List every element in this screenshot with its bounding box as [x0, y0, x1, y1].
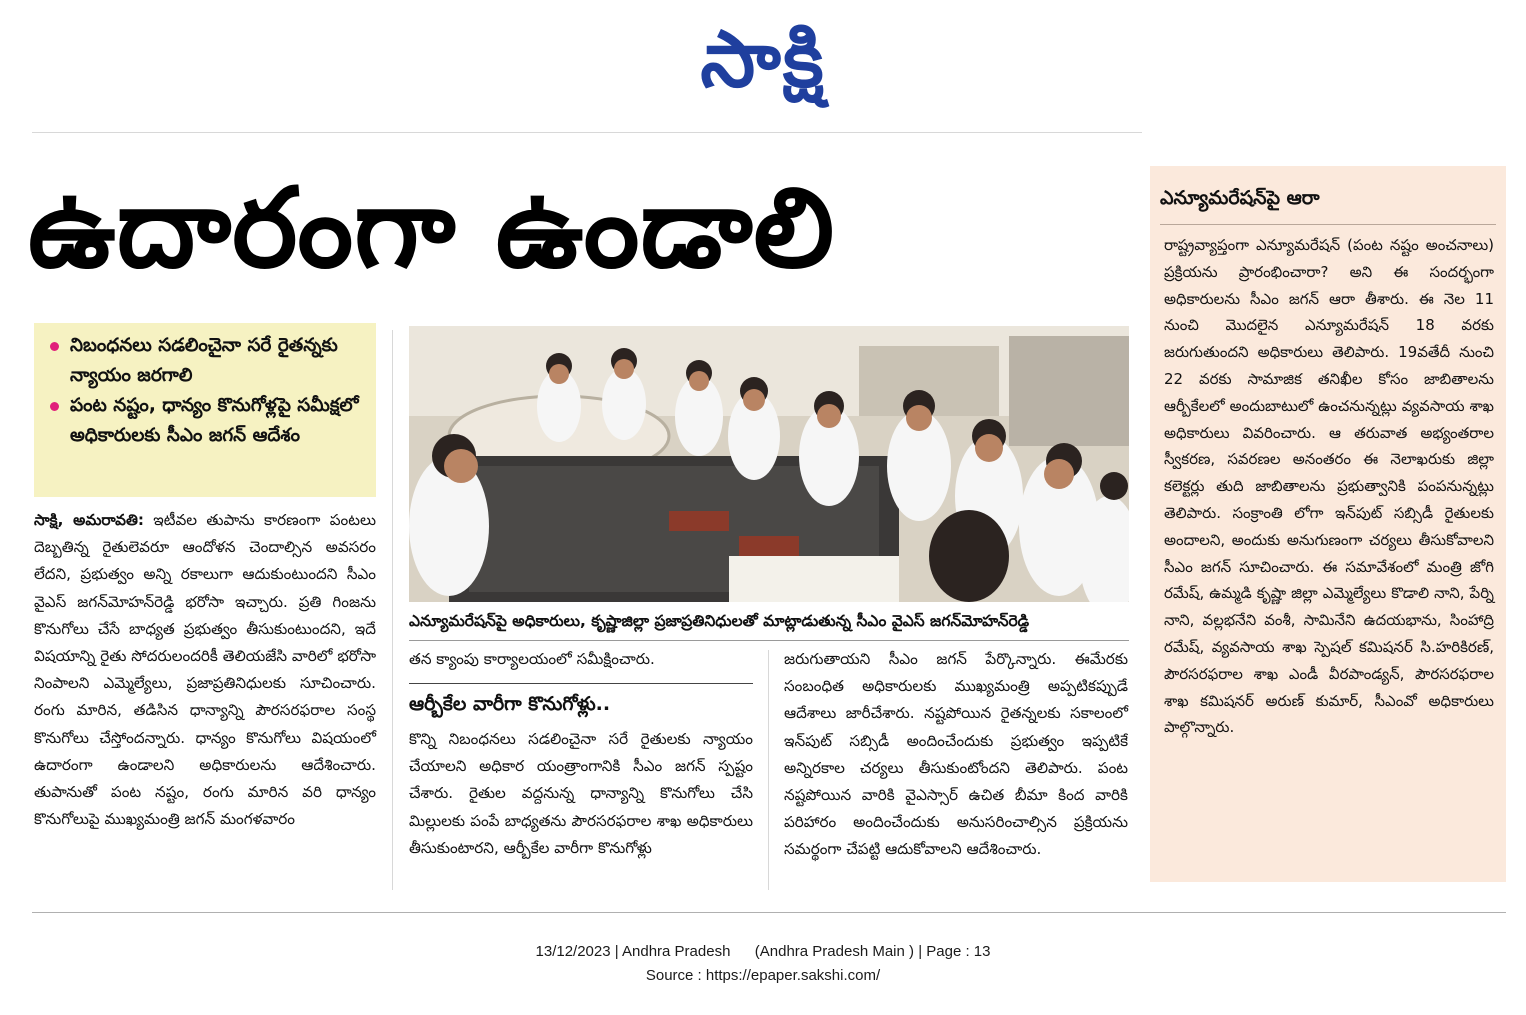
bottom-rule	[32, 912, 1506, 913]
bullet-icon	[50, 402, 59, 411]
meeting-photo	[409, 326, 1129, 602]
bullet-icon	[50, 342, 59, 351]
footer-edition: (Andhra Pradesh Main )	[754, 943, 915, 960]
footer-source: Source : https://epaper.sakshi.com/	[645, 967, 881, 984]
subheading: ఆర్బీకేల వారీగా కొనుగోళ్లు..	[409, 683, 753, 724]
column-divider	[768, 650, 769, 890]
footer-separator: |	[614, 943, 623, 960]
article-text-col2-top: తన క్యాంపు కార్యాలయంలో సమీక్షించారు.	[409, 650, 655, 668]
dateline: సాక్షి, అమరావతి:	[34, 511, 144, 529]
sidebar-text: రాష్ట్రవ్యాప్తంగా ఎన్యూమరేషన్‌ (పంట నష్టం అంచనాలు) ప్రక్రియను ప్రారంభించారా? అని ఈ సందర్భంగా అధికారులను సీఎం జగన్‌ ఆరా తీశారు. ఈ నెల 11 నుంచి మొదలైన ఎన్యూమరేషన్‌ 18 వరకు జరుగుతుందని అధికారులు తెలిపారు. 19వతేదీ నుంచి 22 వరకు సామాజిక తనిఖీల కోసం జాబితాలను ఆర్బీకేలలో అందుబాటులో ఉంచనున్నట్లు వ్యవసాయ శాఖ అధికారులు వివరించారు. ఆ తరువాత అభ్యంతరాల స్వీకరణ, సవరణల అనంతరం ఈ నెలాఖరుకు జిల్లా కలెక్టర్లు తుది జాబితాలను ప్రభుత్వానికి పంపనున్నట్లు తెలిపారు. సంక్రాంతి లోగా ఇన్‌పుట్‌ సబ్సిడీ రైతులకు అందాలని, అందుకు అనుగుణంగా చర్యలు తీసుకోవాలని సీఎం జగన్‌ సూచించారు. ఈ సమావేశంలో మంత్రి జోగి రమేష్‌, ఉమ్మడి కృష్ణా జిల్లా ఎమ్మెల్యేలు కొడాలి నాని, పేర్ని నాని, వల్లభనేని వంశీ, సామినేని ఉదయభాను, సింహాద్రి రమేష్‌, వ్యవసాయ శాఖ స్పెషల్‌ కమిషనర్‌ సి.హరికిరణ్‌, పౌరసరఫరాల శాఖ ఎండీ వీరపాండ్యన్‌, పౌరసరఫరాల శాఖ కమిషనర్‌ అరుణ్‌ కుమార్‌, సీఎంవో అధికారులు పాల్గొన్నారు.	[1164, 236, 1494, 737]
sidebar-box	[1150, 166, 1506, 882]
highlight-text: పంట నష్టం, ధాన్యం కొనుగోళ్లపై సమీక్షలో అధికారులకు సీఎం జగన్‌ ఆదేశం	[70, 395, 359, 446]
sidebar-rule	[1160, 224, 1496, 225]
caption-rule	[409, 640, 1129, 641]
headline: ఉదారంగా ఉండాలి	[28, 164, 836, 292]
meeting-photo-illustration	[409, 326, 1129, 602]
photo-caption: ఎన్యూమరేషన్‌పై అధికారులు, కృష్ణాజిల్లా ప్రజాప్రతినిధులతో మాట్లాడుతున్న సీఎం వైఎస్‌ జగన్‌మోహన్‌రెడ్డి	[409, 612, 1030, 630]
footer	[0, 940, 1526, 988]
highlight-item	[48, 391, 366, 451]
sakshi-logo: సాక్షి	[700, 15, 826, 105]
highlight-text: నిబంధనలు సడలించైనా సరే రైతన్నకు న్యాయం జరగాలి	[70, 335, 338, 386]
sidebar-title: ఎన్యూమరేషన్‌పై ఆరా	[1160, 187, 1320, 209]
footer-date: 13/12/2023	[535, 943, 611, 960]
highlights-box	[34, 323, 376, 497]
highlight-item	[48, 331, 366, 391]
footer-page: Page : 13	[926, 943, 991, 960]
footer-state: Andhra Pradesh	[622, 943, 731, 960]
footer-line-1	[0, 940, 1526, 964]
article-column-2-top	[409, 646, 753, 673]
article-text-col3: జరుగుతాయని సీఎం జగన్‌ పేర్కొన్నారు. ఈమేరకు సంబంధిత అధికారులకు ముఖ్యమంత్రి అప్పటికప్పుడే ఆదేశాలు జారీచేశారు. నష్టపోయిన రైతన్నలకు సకాలంలో ఇన్‌పుట్‌ సబ్సిడీ అందించేందుకు ప్రభుత్వం ఇప్పటికే అన్నిరకాల చర్యలు తీసుకుంటోందని తెలిపారు. పంట నష్టపోయిన వారికి వైఎస్సార్‌ ఉచిత బీమా కింద వారికి పరిహారం అందించేందుకు అనుసరించాల్సిన ప్రక్రియను సమర్థంగా చేపట్టి ఆదుకోవాలని ఆదేశించారు.	[784, 650, 1128, 859]
article-text-col2: కొన్ని నిబంధనలు సడలించైనా సరే రైతులకు న్యాయం చేయాలని అధికార యంత్రాంగానికి సీఎం జగన్‌ స్పష్టం చేశారు. రైతుల వద్దనున్న ధాన్యాన్ని కొనుగోలు చేసి మిల్లులకు పంపే బాధ్యతను పౌరసరఫరాల శాఖ అధికారులు తీసుకుంటారని, ఆర్బీకేల వారీగా కొనుగోళ్లు	[409, 730, 753, 857]
article-column-2	[409, 726, 753, 862]
footer-separator: |	[918, 943, 927, 960]
top-rule	[32, 132, 1142, 133]
column-divider	[392, 330, 393, 890]
article-text-col1: ఇటీవల తుపాను కారణంగా పంటలు దెబ్బతిన్న రైతులెవరూ ఆందోళన చెందాల్సిన అవసరం లేదని, ప్రభుత్వం అన్ని రకాలుగా ఆదుకుంటుందని సీఎం వైఎస్‌ జగన్‌మోహన్‌రెడ్డి భరోసా ఇచ్చారు. ప్రతి గింజను కొనుగోలు చేసే బాధ్యత ప్రభుత్వం తీసుకుంటుందని, ఇదే విషయాన్ని రైతు సోదరులందరికీ తెలియజేసి వారిలో భరోసా నింపాలని ఎమ్మెల్యేలు, ప్రజాప్రతినిధులకు సూచించారు. రంగు మారిన, తడిసిన ధాన్యాన్ని పౌరసరఫరాల సంస్థ కొనుగోలు చేస్తోందన్నారు. ధాన్యం కొనుగోలు విషయంలో ఉదారంగా ఉండాలని అధికారులను ఆదేశించారు. తుపానుతో పంట నష్టం, రంగు మారిన వరి ధాన్యం కొనుగోలుపై ముఖ్యమంత్రి జగన్‌ మంగళవారం	[34, 511, 376, 829]
masthead	[0, 0, 1526, 120]
article-column-1	[34, 507, 376, 833]
article-column-3	[784, 646, 1128, 864]
